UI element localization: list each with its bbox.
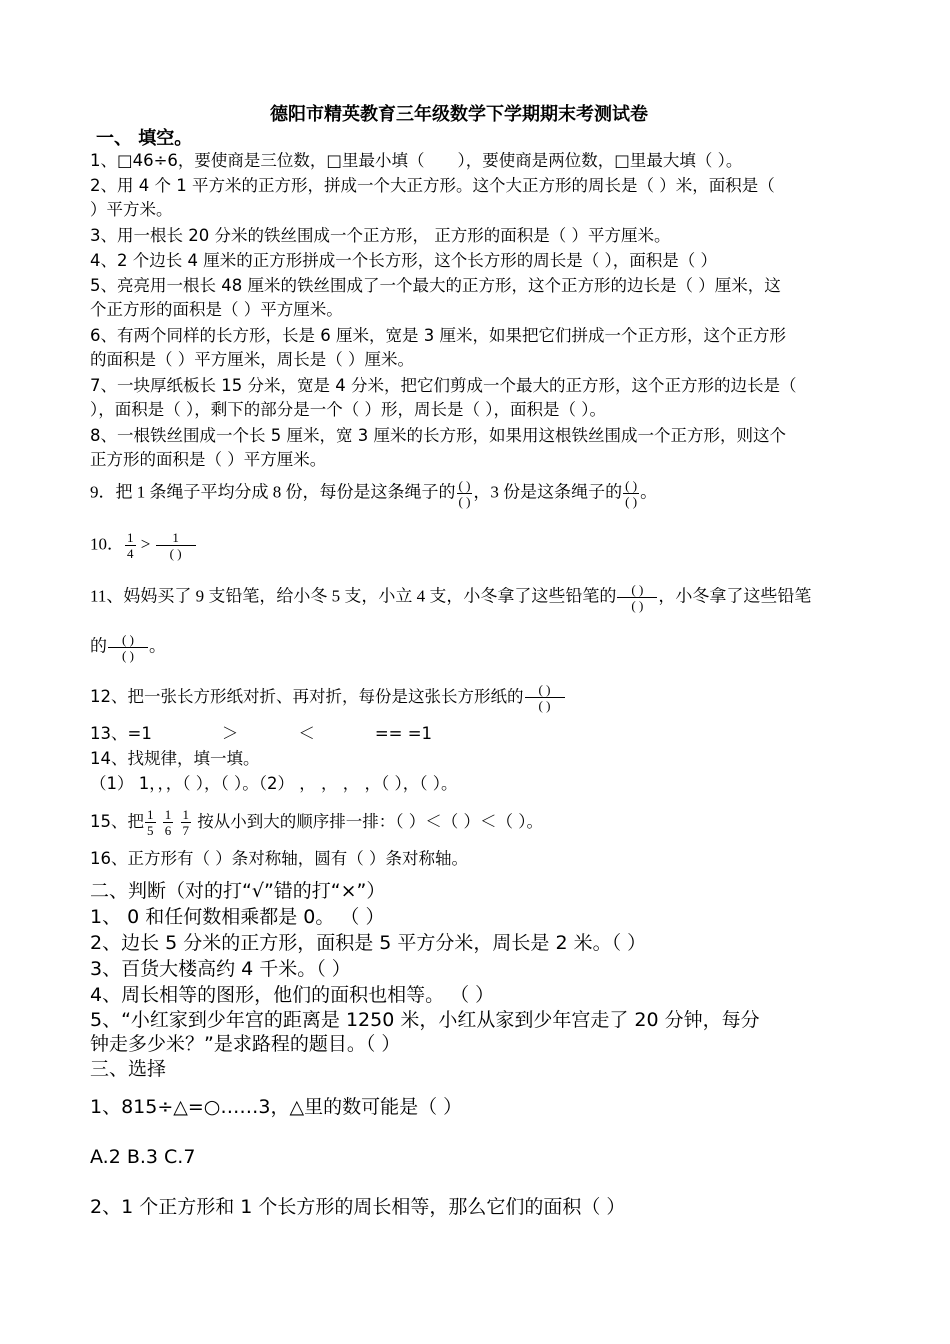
mc-question-2: 2、1 个正方形和 1 个长方形的周长相等，那么它们的面积（ ）	[90, 1196, 626, 1218]
greater-than-sign: >	[140, 534, 151, 554]
fraction-numerator: ( )	[538, 682, 551, 697]
question-12	[90, 682, 566, 713]
question-13	[90, 723, 432, 745]
question-4: 4、2 个边长 4 厘米的正方形拼成一个长方形，这个长方形的周长是（ ），面积是（ ）	[90, 251, 717, 270]
question-11-line-1	[90, 582, 811, 613]
question-10-label: 10．	[90, 534, 124, 554]
fraction-denominator: 7	[182, 823, 189, 838]
fraction-one-quarter	[125, 530, 136, 561]
question-9-text-3: 。	[640, 482, 658, 502]
page-title: 德阳市精英教育三年级数学下学期期末考测试卷	[270, 104, 648, 125]
fraction-one-sixth	[163, 807, 174, 838]
question-16: 16、正方形有（ ）条对称轴，圆有（ ）条对称轴。	[90, 849, 468, 868]
fraction-denominator: ( )	[156, 545, 196, 561]
question-11-line-2	[90, 632, 166, 663]
question-13-part-2: ＞	[221, 724, 239, 743]
question-5-line-1: 5、亮亮用一根长 48 厘米的铁丝围成了一个最大的正方形，这个正方形的边长是（ ）厘米，这	[90, 276, 781, 295]
fraction-one-seventh	[181, 807, 192, 838]
question-2-line-1: 2、用 4 个 1 平方米的正方形，拼成一个大正方形。这个大正方形的周长是（ ）米，面积是（	[90, 176, 775, 195]
fraction-denominator: ( )	[525, 697, 565, 713]
question-11-text-2: ，小冬拿了这些铅笔	[658, 586, 812, 606]
question-15	[90, 807, 543, 838]
question-8-line-2: 正方形的面积是（ ）平方厘米。	[90, 450, 327, 469]
fraction-denominator: 4	[127, 546, 134, 561]
question-13-part-4: == =1	[374, 724, 433, 743]
question-11-text-1: 11、妈妈买了 9 支铅笔，给小冬 5 支，小立 4 支，小冬拿了这些铅笔的	[90, 586, 617, 606]
question-2-line-2: ）平方米。	[90, 200, 173, 219]
fraction-numerator: 1	[147, 807, 154, 822]
tf-question-1: 1、 0 和任何数相乘都是 0。 （ ）	[90, 906, 385, 928]
question-13-part-1: 13、=1	[90, 724, 152, 743]
question-14-sequence: （1） 1，，，（ ），（ ）。（2） ， ， ， ，（ ），（ ）。	[90, 774, 458, 793]
tf-question-3: 3、百货大楼高约 4 千米。（ ）	[90, 958, 351, 980]
question-10	[90, 530, 197, 561]
question-5-line-2: 个正方形的面积是（ ）平方厘米。	[90, 300, 343, 319]
fraction-blank	[457, 478, 473, 509]
question-3: 3、用一根长 20 分米的铁丝围成一个正方形， 正方形的面积是（ ）平方厘米。	[90, 226, 671, 245]
section-heading-true-false: 二、判断（对的打“√”错的打“×”）	[90, 880, 386, 902]
fraction-denominator: 6	[164, 823, 172, 838]
fraction-numerator: 1	[127, 530, 134, 545]
fraction-denominator: 5	[147, 823, 154, 838]
question-9	[90, 478, 657, 509]
tf-question-4: 4、周长相等的图形，他们的面积也相等。 （ ）	[90, 984, 495, 1006]
question-8-line-1: 8、一根铁丝围成一个长 5 厘米，宽 3 厘米的长方形，如果用这根铁丝围成一个正方形，则这个	[90, 426, 786, 445]
fraction-denominator: ( )	[625, 494, 638, 509]
question-13-part-3: ＜	[298, 724, 315, 743]
fraction-blank	[623, 478, 639, 509]
section-heading-multiple-choice: 三、选择	[90, 1058, 167, 1080]
question-9-text-1: 9．把 1 条绳子平均分成 8 份，每份是这条绳子的	[90, 482, 456, 502]
fraction-numerator: 1	[172, 530, 179, 545]
tf-question-5-line-1: 5、“小红家到少年宫的距离是 1250 米，小红从家到少年宫走了 20 分钟，每分	[90, 1009, 760, 1031]
question-12-text: 12、把一张长方形纸对折、再对折，每份是这张长方形纸的	[90, 687, 524, 706]
question-15-label: 15、把	[90, 812, 144, 831]
fraction-denominator: ( )	[458, 494, 471, 509]
fraction-blank	[617, 582, 657, 613]
question-6-line-1: 6、有两个同样的长方形，长是 6 厘米，宽是 3 厘米，如果把它们拼成一个正方形，这个正方形	[90, 326, 786, 345]
fraction-numerator: ( )	[631, 582, 644, 597]
question-15-text: 按从小到大的顺序排一排：（ ）＜（ ）＜（ ）。	[197, 812, 543, 831]
tf-question-2: 2、边长 5 分米的正方形，面积是 5 平方分米，周长是 2 米。（ ）	[90, 932, 647, 954]
fraction-numerator: ( )	[625, 478, 638, 493]
fraction-blank	[525, 682, 565, 713]
fraction-numerator: ( )	[458, 478, 471, 493]
fraction-numerator: ( )	[122, 632, 134, 647]
section-heading-fill-in: 一、 填空。	[96, 128, 193, 149]
fraction-numerator: 1	[164, 807, 172, 822]
question-7-line-2: ），面积是（ ），剩下的部分是一个（ ）形，周长是（ ），面积是（ ）。	[90, 400, 606, 419]
fraction-denominator: ( )	[108, 647, 148, 663]
question-9-text-2: ，3 份是这条绳子的	[473, 482, 623, 502]
fraction-numerator: 1	[182, 807, 189, 822]
mc-question-1: 1、815÷△=○……3，△里的数可能是（ ）	[90, 1096, 463, 1118]
question-11-text-4: 。	[149, 636, 166, 656]
fraction-denominator: ( )	[617, 597, 657, 613]
tf-question-5-line-2: 钟走多少米？”是求路程的题目。（ ）	[90, 1033, 401, 1055]
fraction-blank	[156, 530, 196, 561]
question-6-line-2: 的面积是（ ）平方厘米，周长是（ ）厘米。	[90, 350, 414, 369]
mc-question-1-options: A.2 B.3 C.7	[90, 1146, 196, 1168]
fraction-one-fifth	[145, 807, 156, 838]
question-7-line-1: 7、一块厚纸板长 15 分米，宽是 4 分米，把它们剪成一个最大的正方形，这个正方形的边长是（	[90, 376, 797, 395]
fraction-blank	[108, 632, 148, 663]
question-14: 14、找规律，填一填。	[90, 749, 260, 768]
question-1: 1、□46÷6，要使商是三位数，□里最小填（ ），要使商是两位数，□里最大填（ ）。	[90, 151, 743, 170]
question-11-text-3: 的	[90, 636, 107, 656]
